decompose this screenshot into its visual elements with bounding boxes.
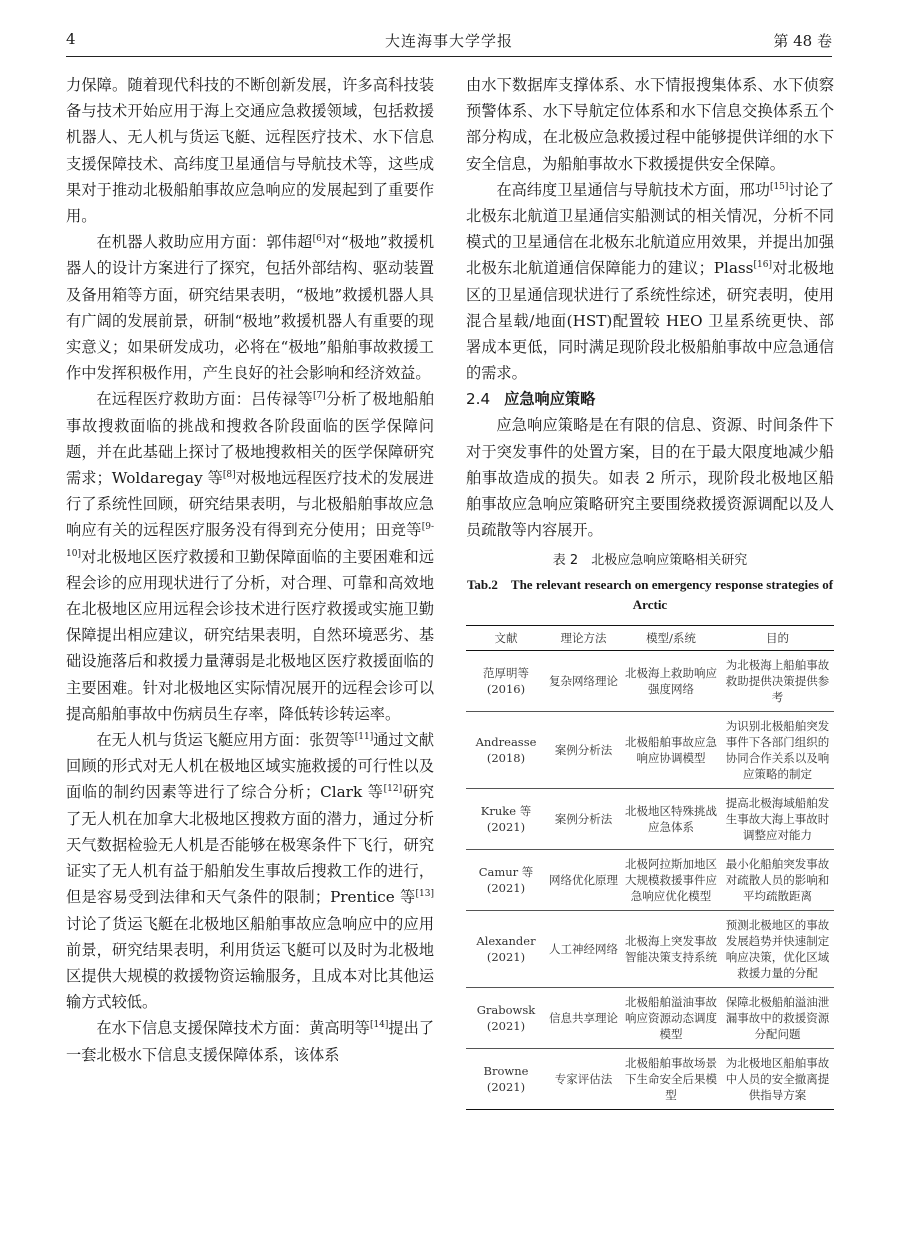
column-header: 理论方法 — [546, 626, 621, 651]
page-header — [66, 22, 832, 57]
table-row — [466, 789, 834, 850]
table-row — [466, 712, 834, 789]
table-cell: 北极阿拉斯加地区大规模救援事件应急响应优化模型 — [621, 850, 721, 911]
section-number: 2.4 — [466, 390, 491, 409]
paragraph: 力保障。随着现代科技的不断创新发展，许多高科技装备与技术开始应用于海上交通应急救援领域，包括救援机器人、无人机与货运飞艇、远程医疗技术、水下信息支援保障技术、高纬度卫星通信与导航技术等，这些成果对于推动北极船舶事故应急响应的发展起到了重要作用。 — [66, 76, 434, 226]
left-column — [66, 72, 434, 1068]
table-cell: 为识别北极船舶突发事件下各部门组织的协同合作关系以及响应策略的制定 — [721, 712, 834, 789]
table-cell: Browne (2021) — [466, 1049, 546, 1110]
table-cell: 提高北极海域船舶发生事故大海上事故时调整应对能力 — [721, 789, 834, 850]
table-row — [466, 651, 834, 712]
table-caption-en: Tab.2 The relevant research on emergency response strategies of Arctic — [466, 577, 834, 613]
table-row — [466, 988, 834, 1049]
paragraph-satellite: 在高纬度卫星通信与导航技术方面，邢功[15]讨论了北极东北航道卫星通信实船测试的相关情况，分析不同模式的卫星通信在北极东北航道应用效果，并提出加强北极东北航道通信保障能力的建议；Plass[16]对北极地区的卫星通信现状进行了系统性综述，研究表明，使用混合星载/地面(HST)配置较 HEO 卫星系统更快、部署成本更低，同时满足现阶段北极船舶事故中应急通信的需求。 — [466, 180, 835, 383]
citation[interactable]: [14] — [369, 1020, 389, 1031]
table-cell: 网络优化原理 — [546, 850, 621, 911]
table-cell: Grabowsk (2021) — [466, 988, 546, 1049]
table-cell: 信息共享理论 — [546, 988, 621, 1049]
citation[interactable]: [8] — [222, 470, 236, 481]
table-cell: 北极船舶溢油事故响应资源动态调度模型 — [621, 988, 721, 1049]
page-number: 4 — [66, 30, 76, 48]
table-cell: 预测北极地区的事故发展趋势并快速制定响应决策，优化区域救援力量的分配 — [721, 911, 834, 988]
table-header-row — [466, 626, 834, 651]
table-row — [466, 850, 834, 911]
paragraph-robot-rescue: 在机器人救助应用方面：郭伟超[6]对“极地”救援机器人的设计方案进行了探究，包括外部结构、驱动装置及备用箱等方面，研究结果表明，“极地”救援机器人具有广阔的发展前景，研制“极地”救援机器人有重要的现实意义；如果研发成功，必将在“极地”船舶事故救援工作中发挥积极作用，产生良好的社会影响和经济效益。 — [66, 233, 435, 383]
table-cell: 北极地区特殊挑战应急体系 — [621, 789, 721, 850]
volume-label: 第 48 卷 — [773, 32, 832, 50]
journal-title: 大连海事大学学报 — [384, 32, 513, 50]
citation[interactable]: [11] — [354, 732, 374, 743]
table-cell: 北极海上突发事故智能决策支持系统 — [621, 911, 721, 988]
citation[interactable]: [6] — [312, 234, 326, 245]
table-cell: 北极船舶事故应急响应协调模型 — [621, 712, 721, 789]
table-cell: 案例分析法 — [546, 789, 621, 850]
paragraph-telemedicine: 在远程医疗救助方面：吕传禄等[7]分析了极地船舶事故搜救面临的挑战和搜救各阶段面临的医学保障问题，并在此基础上探讨了极地搜救相关的医学保障研究需求；Woldaregay 等[8]对极地远程医疗技术的发展进行了系统性回顾，研究结果表明，与北极船舶事故应急响应有关的远程医疗服务没有得到充分使用；田竞等[9-10]对北极地区医疗救援和卫勤保障面临的主要困难和远程会诊的应用现状进行了分析，对合理、可靠和高效地在北极地区应用远程会诊技术进行医疗救援或实施卫勤保障提出相应建议，研究结果表明，自然环境恶劣、基础设施落后和救援力量薄弱是北极地区医疗救援面临的主要困难。针对北极地区实际情况展开的远程会诊可以提高船舶事故中伤病员生存率，降低转诊转运率。 — [66, 390, 435, 723]
table-cell: Camur 等 (2021) — [466, 850, 546, 911]
table-cell: 人工神经网络 — [546, 911, 621, 988]
research-table — [466, 625, 834, 1110]
table-cell: 专家评估法 — [546, 1049, 621, 1110]
citation[interactable]: [9-10] — [66, 522, 434, 559]
section-heading — [466, 386, 834, 412]
paragraph-uav: 在无人机与货运飞艇应用方面：张贺等[11]通过文献回顾的形式对无人机在极地区域实施救援的可行性以及面临的制约因素等进行了综合分析；Clark 等[12]研究了无人机在加拿大北极地区搜救方面的潜力，通过分析天气数据检验无人机是否能够在极寒条件下飞行，研究证实了无人机有益于船舶发生事故后搜救工作的进行，但是容易受到法律和天气条件的限制；Prentice 等[13]讨论了货运飞艇在北极地区船舶事故应急响应中的应用前景，研究结果表明，利用货运飞艇可以及时为北极地区提供大规模的救援物资运输服务，且成本对比其他运输方式较低。 — [66, 731, 435, 1012]
table-cell: 北极海上救助响应强度网络 — [621, 651, 721, 712]
column-header: 目的 — [721, 626, 834, 651]
table-cell: 范厚明等 (2016) — [466, 651, 546, 712]
table-cell: Alexander (2021) — [466, 911, 546, 988]
citation[interactable]: [13] — [415, 889, 434, 900]
paragraph: 应急响应策略是在有限的信息、资源、时间条件下对于突发事件的处置方案，目的在于最大限度地减少船舶事故造成的损失。如表 2 所示，现阶段北极地区船舶事故应急响应策略研究主要围绕救援资源调配以及人员疏散等内容展开。 — [466, 416, 834, 540]
citation[interactable]: [7] — [312, 391, 326, 402]
table-row — [466, 911, 834, 988]
table-cell: 案例分析法 — [546, 712, 621, 789]
table-cell: 北极船舶事故场景下生命安全后果模型 — [621, 1049, 721, 1110]
table-row — [466, 1049, 834, 1110]
citation[interactable]: [15] — [769, 181, 789, 192]
table-cell: 为北极地区船舶事故中人员的安全撤离提供指导方案 — [721, 1049, 834, 1110]
paragraph: 由水下数据库支撑体系、水下情报搜集体系、水下侦察预警体系、水下导航定位体系和水下信息交换体系五个部分构成，在北极应急救援过程中能够提供详细的水下安全信息，为船舶事故水下救援提供安全保障。 — [466, 76, 834, 173]
table-cell: 保障北极船舶溢油泄漏事故中的救援资源分配问题 — [721, 988, 834, 1049]
table-cell: Andreasse (2018) — [466, 712, 546, 789]
column-header: 文献 — [466, 626, 546, 651]
table-cell: 最小化船舶突发事故对疏散人员的影响和平均疏散距离 — [721, 850, 834, 911]
column-header: 模型/系统 — [621, 626, 721, 651]
right-column — [466, 72, 834, 1110]
table-cell: 复杂网络理论 — [546, 651, 621, 712]
section-title: 应急响应策略 — [504, 390, 596, 409]
table-cell: Kruke 等 (2021) — [466, 789, 546, 850]
citation[interactable]: [16] — [753, 260, 772, 271]
citation[interactable]: [12] — [383, 784, 403, 795]
paragraph-underwater: 在水下信息支援保障技术方面：黄高明等[14]提出了一套北极水下信息支援保障体系，该体系 — [66, 1019, 435, 1064]
table-caption-cn: 表 2 北极应急响应策略相关研究 — [552, 553, 748, 569]
table-cell: 为北极海上船舶事故救助提供决策提供参考 — [721, 651, 834, 712]
